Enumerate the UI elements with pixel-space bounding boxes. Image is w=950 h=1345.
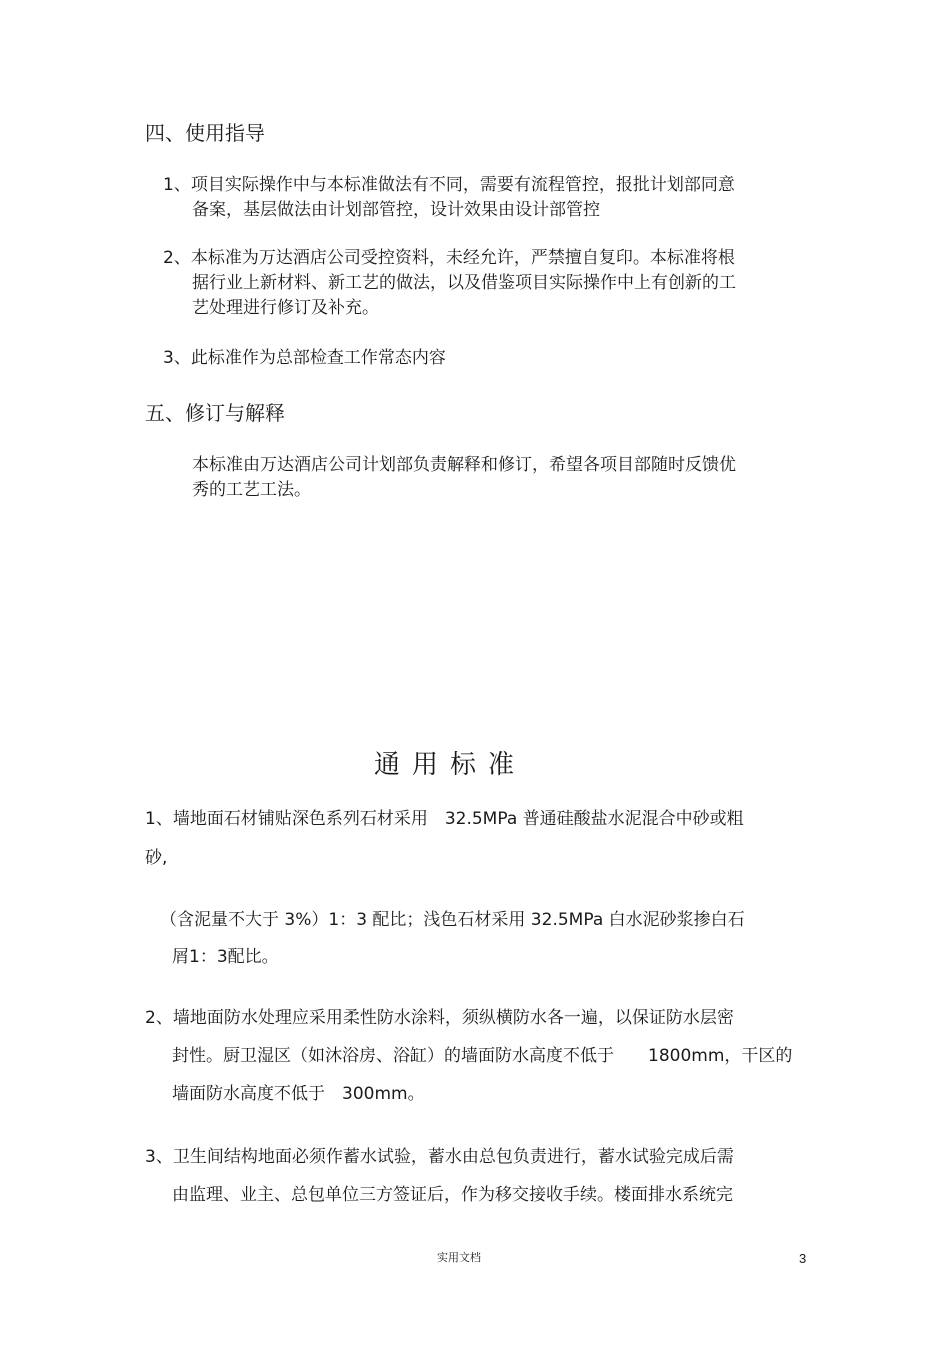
section-4-item-2-line-2: 据行业上新材料、新工艺的做法，以及借鉴项目实际操作中上有创新的工	[192, 273, 736, 293]
general-item-3-line-2: 由监理、业主、总包单位三方签证后，作为移交接收手续。楼面排水系统完	[172, 1185, 733, 1205]
general-item-3-line-1: 3、卫生间结构地面必须作蓄水试验，蓄水由总包负责进行，蓄水试验完成后需	[145, 1147, 734, 1167]
general-item-1-line-4: 屑1：3配比。	[172, 947, 279, 967]
section-4-item-2-line-1: 2、本标准为万达酒店公司受控资料，未经允许，严禁擅自复印。本标准将根	[163, 248, 735, 268]
page-number: 3	[799, 1251, 807, 1266]
section-4-item-2-line-3: 艺处理进行修订及补充。	[192, 298, 379, 318]
section-5-paragraph-line-2: 秀的工艺工法。	[192, 480, 311, 500]
general-standards-title: 通用标准	[374, 750, 527, 780]
footer-label: 实用文档	[437, 1251, 481, 1264]
section-5-paragraph-line-1: 本标准由万达酒店公司计划部负责解释和修订，希望各项目部随时反馈优	[192, 455, 736, 475]
general-item-1-line-1: 1、墙地面石材铺贴深色系列石材采用 32.5MPa 普通硅酸盐水泥混合中砂或粗	[145, 809, 744, 829]
section-4-item-3: 3、此标准作为总部检查工作常态内容	[163, 348, 446, 368]
general-item-1-line-2: 砂,	[145, 848, 168, 868]
section-4-heading: 四、使用指导	[145, 121, 265, 145]
general-item-1-line-3: （含泥量不大于 3%）1：3 配比；浅色石材采用 32.5MPa 白水泥砂浆掺白石	[160, 910, 745, 930]
general-item-2-line-2: 封性。厨卫湿区（如沐浴房、浴缸）的墙面防水高度不低于 1800mm，干区的	[172, 1046, 793, 1066]
section-5-heading: 五、修订与解释	[145, 401, 285, 425]
general-item-2-line-1: 2、墙地面防水处理应采用柔性防水涂料，须纵横防水各一遍，以保证防水层密	[145, 1008, 734, 1028]
general-item-2-line-3: 墙面防水高度不低于 300mm。	[172, 1084, 425, 1104]
section-4-item-1-line-2: 备案，基层做法由计划部管控，设计效果由设计部管控	[192, 200, 600, 220]
section-4-item-1-line-1: 1、项目实际操作中与本标准做法有不同，需要有流程管控，报批计划部同意	[163, 175, 735, 195]
